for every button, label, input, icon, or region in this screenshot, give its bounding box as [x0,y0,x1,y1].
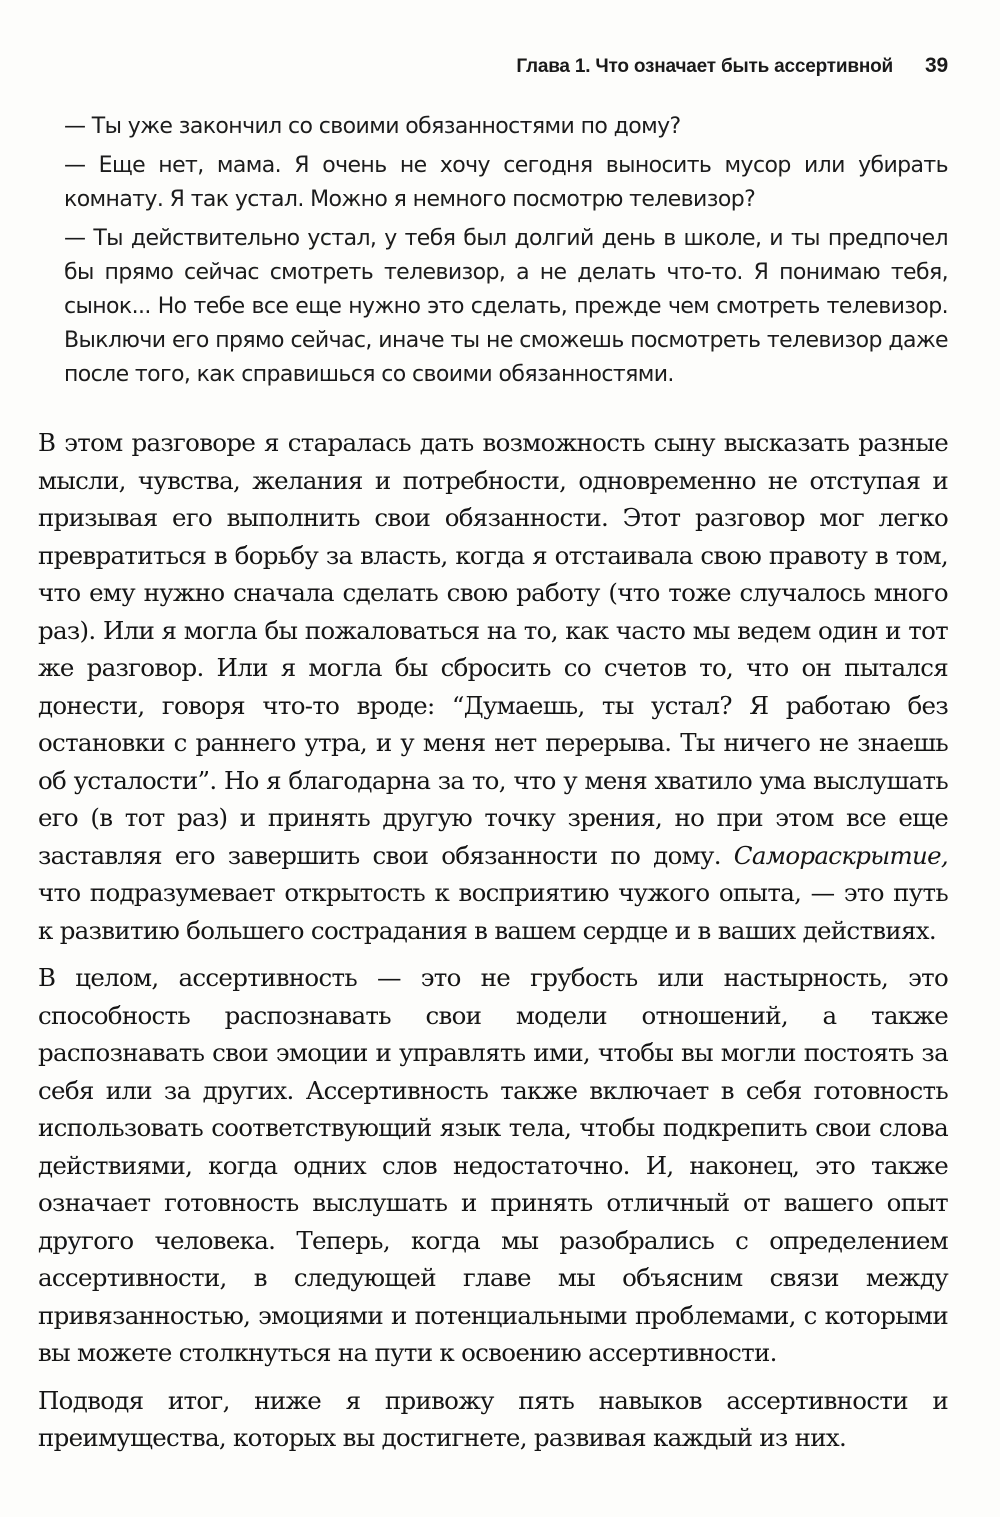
dialogue-block [64,110,948,397]
main-text [38,424,948,1467]
dialogue-line: — Ты действительно устал, у тебя был долгий день в школе, и ты предпочел бы прямо сейчас смотреть телевизор, а не делать что-то. Я понимаю тебя, сынок... Но тебе все еще нужно это сделать, прежде чем смотреть телевизор. Выключи его прямо сейчас, иначе ты не сможешь посмотреть телевизор даже после того, как справишься со своими обязанностями. [64,226,948,387]
paragraph: Подводя итог, ниже я привожу пять навыков ассертивности и преимущества, которых вы достигнете, развивая каждый из них. [38,1385,948,1452]
paragraph-text: что подразумевает открытость к восприятию чужого опыта, — это путь к развитию большего сострадания в вашем сердце и в ваших действиях. [38,878,948,945]
dialogue-line: — Ты уже закончил со своими обязанностями по дому? [64,114,681,139]
paragraph [38,424,948,949]
paragraph-text: В этом разговоре я старалась дать возможность сыну высказать разные мысли, чувства, желания и потребности, одновременно не отступая и призывая его выполнить свои обязанности. Этот разговор мог легко превратиться в борьбу за власть, когда я отстаивала свою правоту в том, что ему нужно сначала сделать свою работу (что тоже случалось много раз). Или я могла бы пожаловаться на то, как часто мы ведем один и тот же разговор. Или я могла бы сбросить со счетов то, что он пытался донести, говоря что-то вроде: “Думаешь, ты устал? Я работаю без остановки с раннего утра, и у меня нет перерыва. Ты ничего не знаешь об усталости”. Но я благодарна за то, что у меня хватило ума выслушать его (в тот раз) и принять другую точку зрения, но при этом все еще заставляя его завершить свои обязанности по дому. [38,428,948,870]
italic-term: Самораскрытие, [733,840,948,870]
paragraph: В целом, ассертивность — это не грубость или настырность, это способность распознавать свои модели отношений, а также распознавать свои эмоции и управлять ими, чтобы вы могли постоять за себя или за других. Ассертивность также включает в себя готовность использовать соответствующий язык тела, чтобы подкрепить свои слова действиями, когда одних слов недостаточно. И, наконец, это также означает готовность выслушать и принять отличный от вашего опыт другого человека. Теперь, когда мы разобрались с определением ассертивности, в следующей главе мы объясним связи между привязанностью, эмоциями и потенциальными проблемами, с которыми вы можете столкнуться на пути к освоению ассертивности. [38,963,948,1367]
running-header [516,54,948,78]
dialogue-line: — Еще нет, мама. Я очень не хочу сегодня выносить мусор или убирать комнату. Я так устал. Можно я немного посмотрю телевизор? [64,153,948,212]
page-number: 39 [925,54,948,77]
chapter-title: Глава 1. Что означает быть ассертивной [516,56,894,77]
